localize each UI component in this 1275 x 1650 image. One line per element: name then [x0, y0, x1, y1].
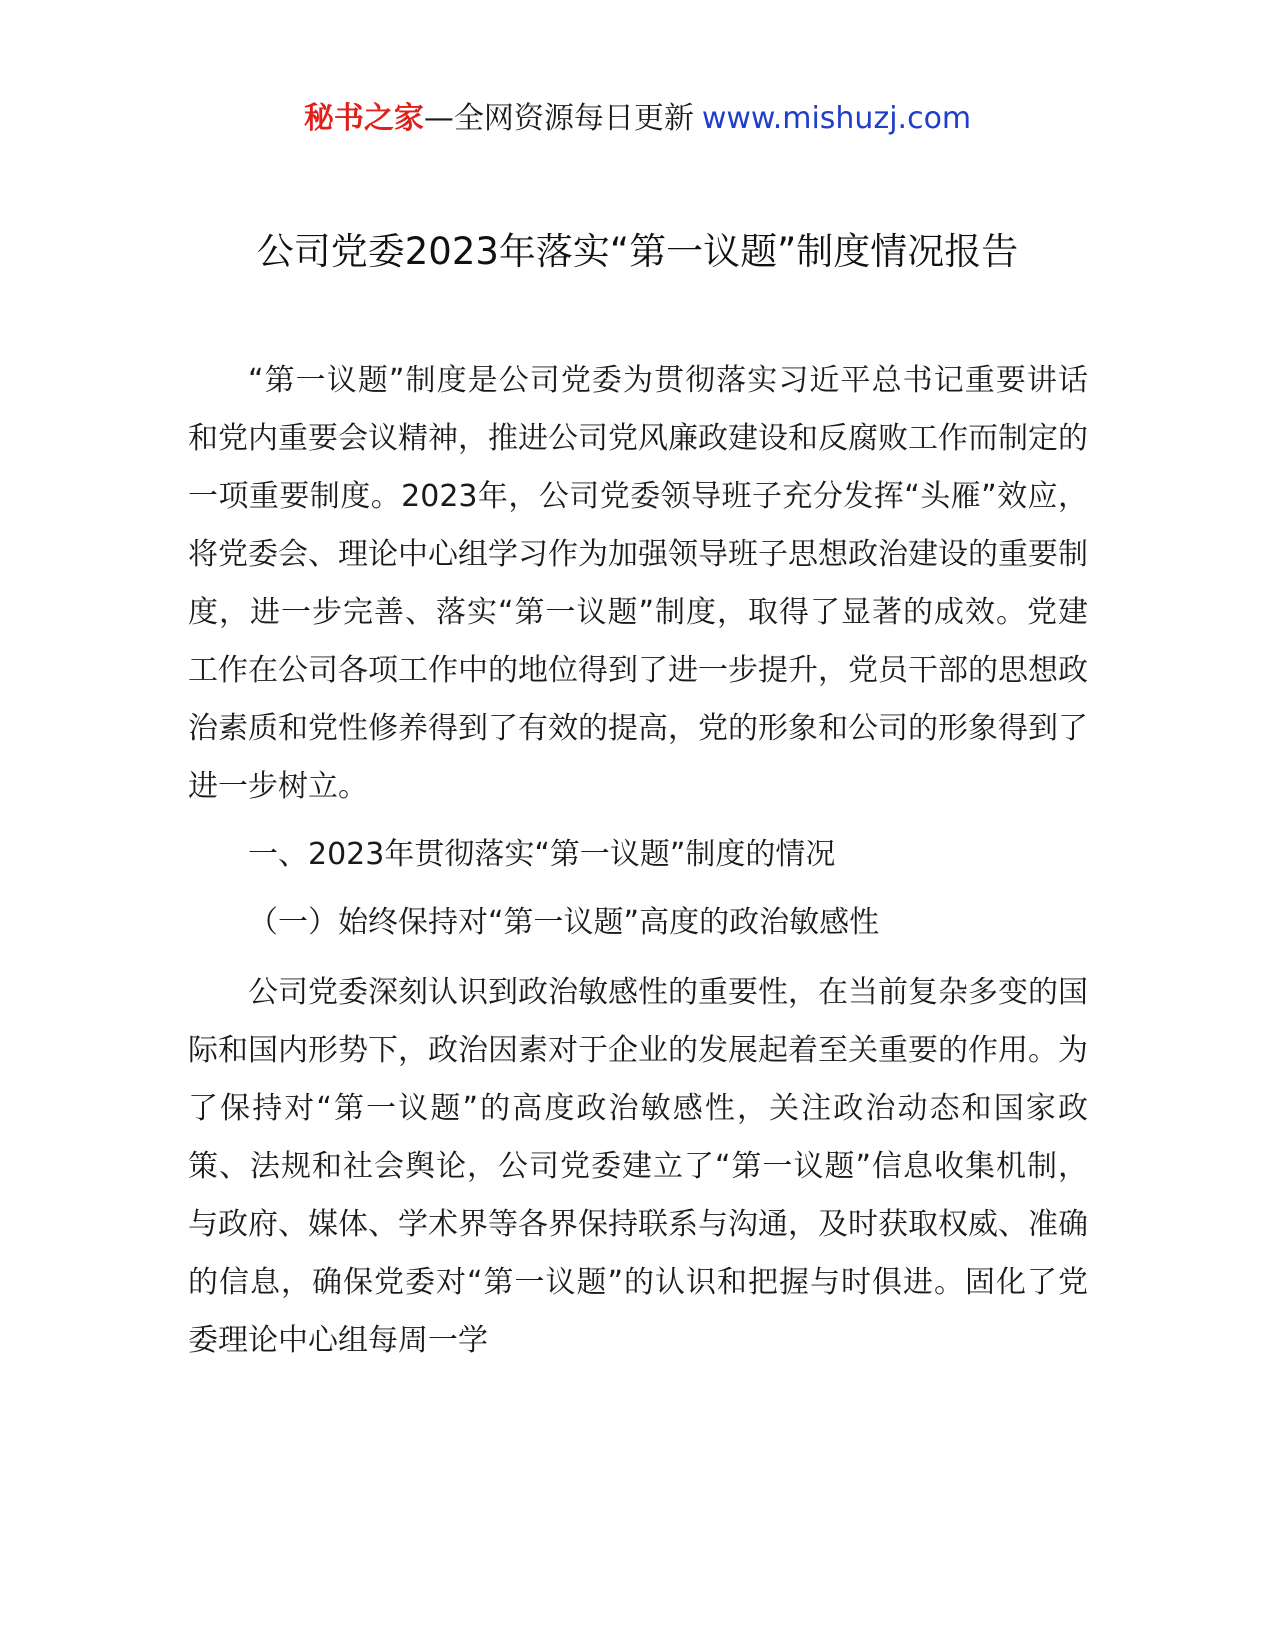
document-body [188, 352, 1088, 1370]
body-paragraph: 公司党委深刻认识到政治敏感性的重要性，在当前复杂多变的国际和国内形势下，政治因素对于企业的发展起着至关重要的作用。为了保持对“第一议题”的高度政治敏感性，关注政治动态和国家政策、法规和社会舆论，公司党委建立了“第一议题”信息收集机制，与政府、媒体、学术界等各界保持联系与沟通，及时获取权威、准确的信息，确保党委对“第一议题”的认识和把握与时俱进。固化了党委理论中心组每周一学 [188, 975, 1088, 1358]
site-header [0, 98, 1275, 140]
header-tagline: —全网资源每日更新 [423, 101, 694, 136]
subsection-heading: （一）始终保持对“第一议题”高度的政治敏感性 [248, 905, 880, 940]
brand-name: 秘书之家 [303, 101, 424, 136]
intro-paragraph: “第一议题”制度是公司党委为贯彻落实习近平总书记重要讲话和党内重要会议精神，推进公司党风廉政建设和反腐败工作而制定的一项重要制度。2023年，公司党委领导班子充分发挥“头雁”效应，将党委会、理论中心组学习作为加强领导班子思想政治建设的重要制度，进一步完善、落实“第一议题”制度，取得了显著的成效。党建工作在公司各项工作中的地位得到了进一步提升，党员干部的思想政治素质和党性修养得到了有效的提高，党的形象和公司的形象得到了进一步树立。 [188, 363, 1088, 804]
document-title: 公司党委2023年落实“第一议题”制度情况报告 [256, 230, 1019, 273]
section-heading: 一、2023年贯彻落实“第一议题”制度的情况 [248, 837, 836, 872]
site-url-link[interactable]: www.mishuzj.com [701, 101, 972, 136]
